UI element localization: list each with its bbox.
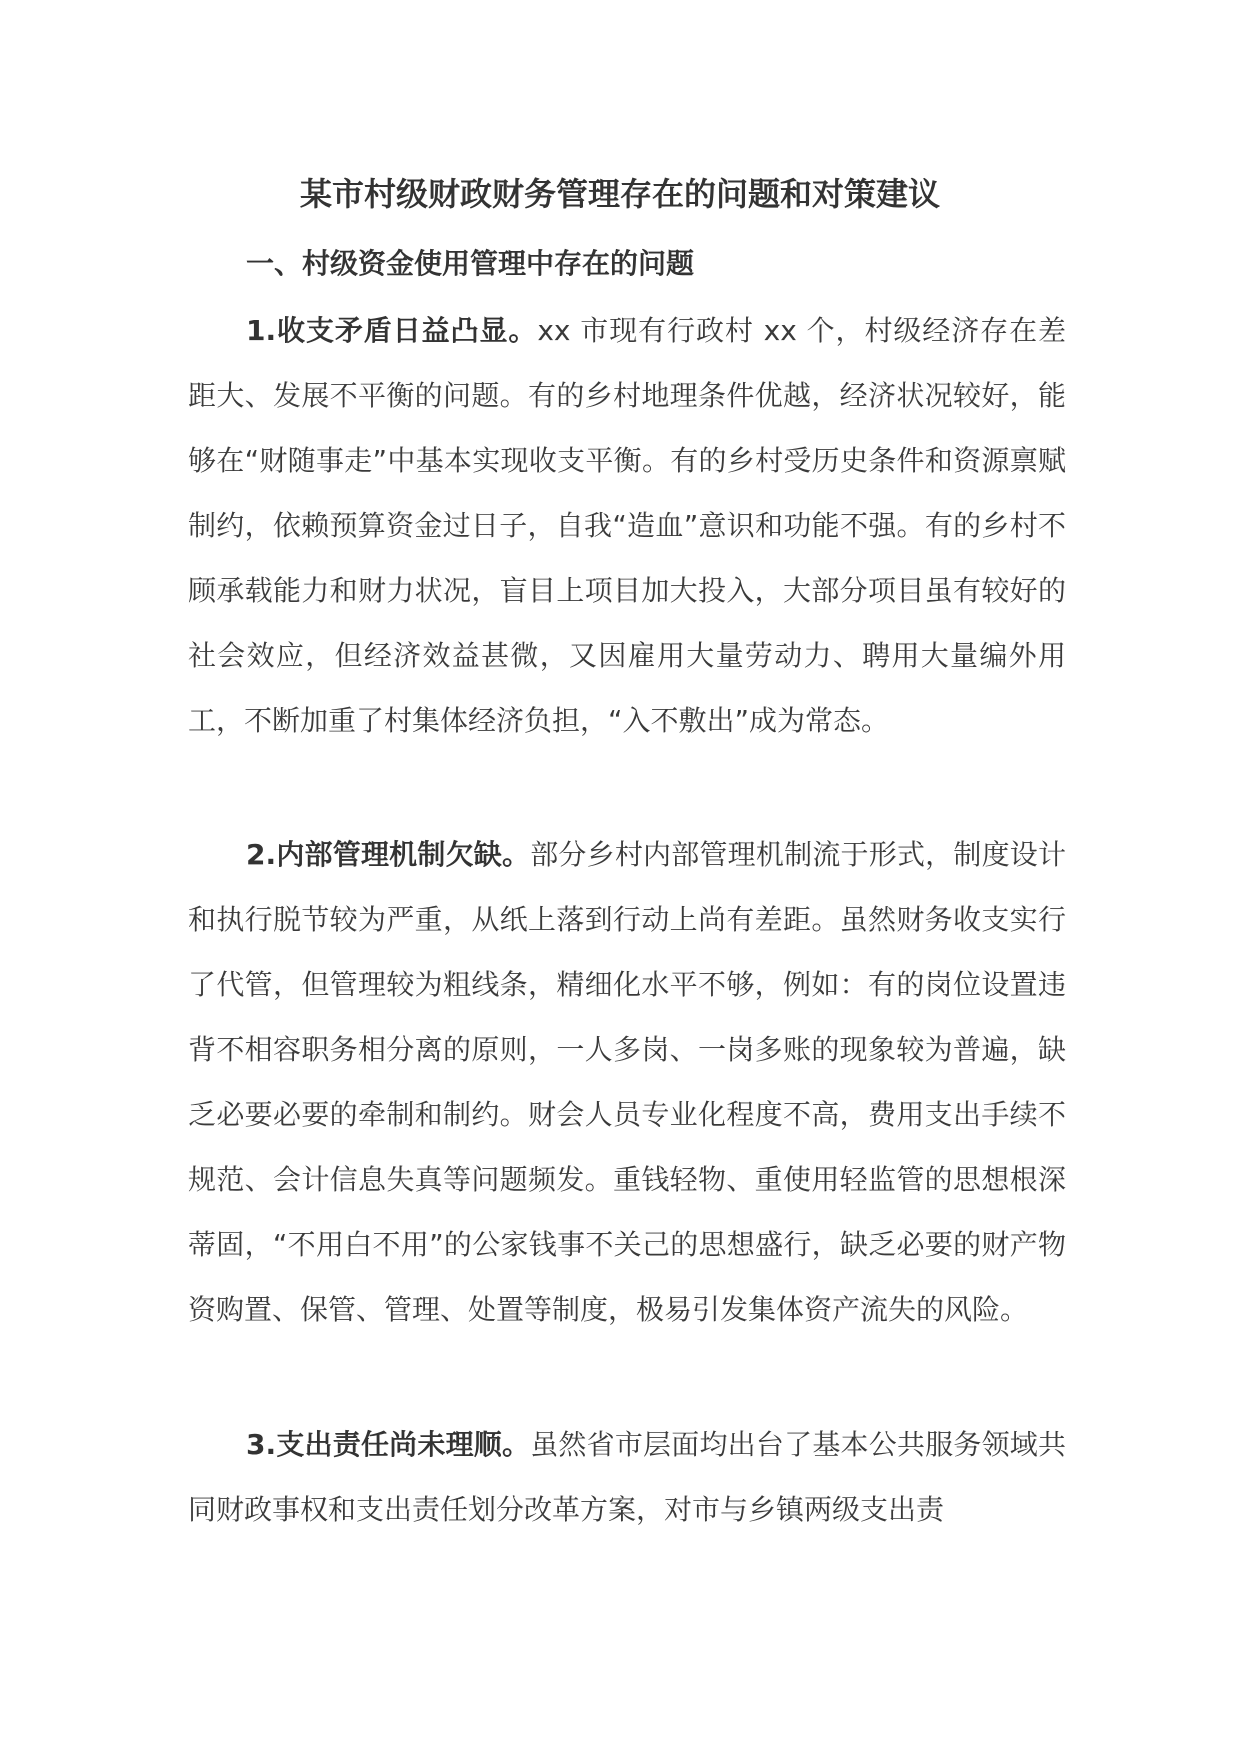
paragraph-body: 部分乡村内部管理机制流于形式，制度设计和执行脱节较为严重，从纸上落到行动上尚有差距。虽然财务收支实行了代管，但管理较为粗线条，精细化水平不够，例如：有的岗位设置违背不相容职务相分离的原则，一人多岗、一岗多账的现象较为普遍，缺乏必要必要的牵制和制约。财会人员专业化程度不高，费用支出手续不规范、会计信息失真等问题频发。重钱轻物、重使用轻监管的思想根深蒂固，“不用白不用”的公家钱事不关己的思想盛行，缺乏必要的财产物资购置、保管、管理、处置等制度，极易引发集体资产流失的风险。 bbox=[188, 838, 1066, 1326]
paragraph-lead: 2.内部管理机制欠缺。 bbox=[246, 838, 531, 871]
paragraph-body: 虽然省市层面均出台了基本公共服务领域共同财政事权和支出责任划分改革方案，对市与乡镇两级支出责 bbox=[188, 1428, 1066, 1526]
paragraph-lead: 1.收支矛盾日益凸显。 bbox=[246, 314, 538, 347]
paragraph-body: xx 市现有行政村 xx 个，村级经济存在差距大、发展不平衡的问题。有的乡村地理条件优越，经济状况较好，能够在“财随事走”中基本实现收支平衡。有的乡村受历史条件和资源禀赋制约，依赖预算资金过日子，自我“造血”意识和功能不强。有的乡村不顾承载能力和财力状况，盲目上项目加大投入，大部分项目虽有较好的社会效应，但经济效益甚微，又因雇用大量劳动力、聘用大量编外用工，不断加重了村集体经济负担，“入不敷出”成为常态。 bbox=[188, 314, 1066, 737]
paragraph-lead: 3.支出责任尚未理顺。 bbox=[246, 1428, 531, 1461]
paragraph-expenditure-responsibility bbox=[188, 1412, 1066, 1542]
section-heading: 一、村级资金使用管理中存在的问题 bbox=[246, 247, 695, 280]
paragraph-internal-management bbox=[188, 822, 1066, 1342]
document-title: 某市村级财政财务管理存在的问题和对策建议 bbox=[299, 175, 940, 213]
paragraph-income-expenditure bbox=[188, 298, 1066, 753]
